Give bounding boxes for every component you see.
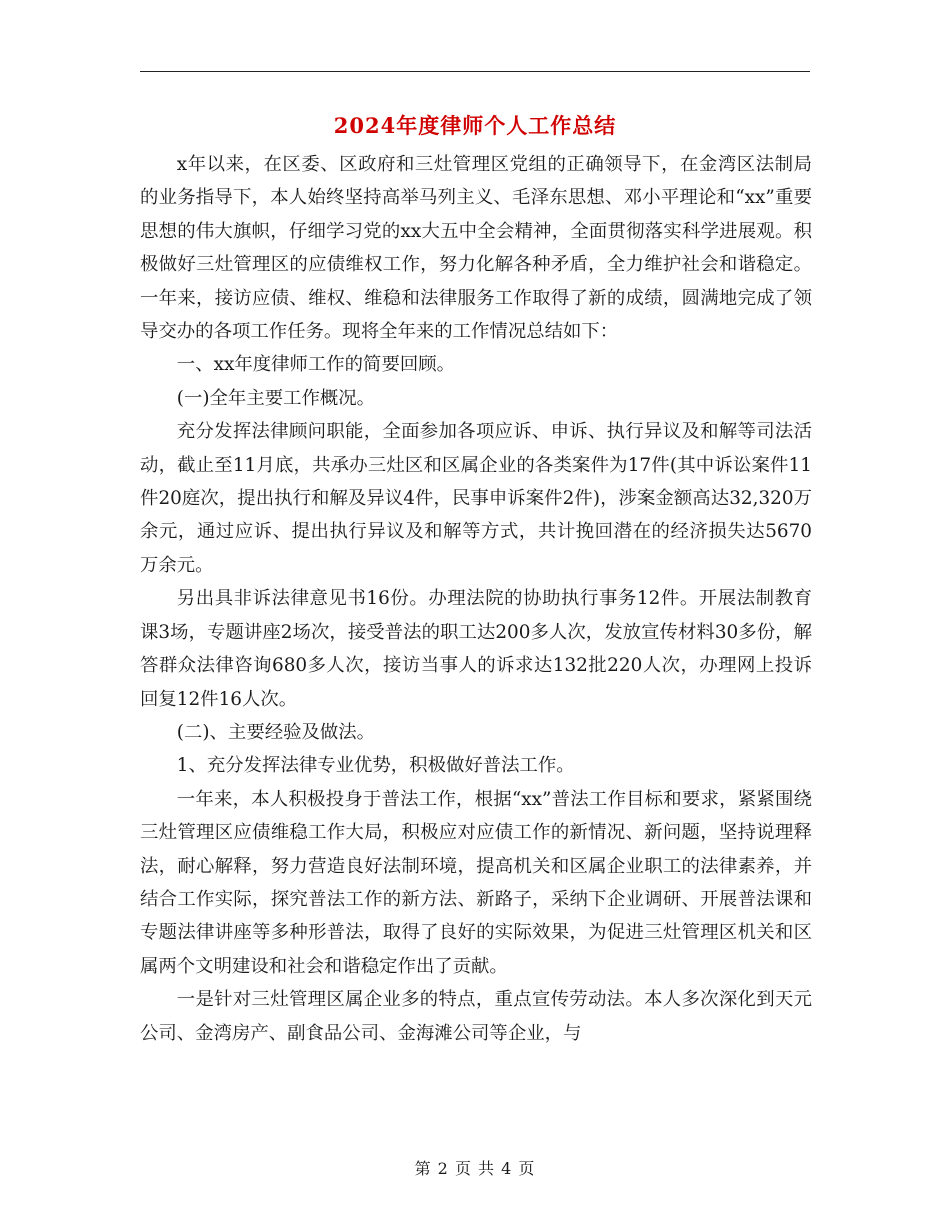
paragraph-4: 充分发挥法律顾问职能，全面参加各项应诉、申诉、执行异议及和解等司法活动，截止至11月底，共承办三灶区和区属企业的各类案件为17件(其中诉讼案件11件20庭次，提出执行和解及异议4件，民事申诉案件2件)，涉案金额高达32,320万余元，通过应诉、提出执行异议及和解等方式，共计挽回潜在的经济损失达5670万余元。 bbox=[140, 421, 812, 576]
paragraph-7: 1、充分发挥法律专业优势，积极做好普法工作。 bbox=[176, 755, 575, 777]
paragraph-1: x年以来，在区委、区政府和三灶管理区党组的正确领导下，在金湾区法制局的业务指导下，本人始终坚持高举马列主义、毛泽东思想、邓小平理论和“xx”重要思想的伟大旗帜，仔细学习党的xx大五中全会精神，全面贯彻落实科学进展观。积极做好三灶管理区的应债维权工作，努力化解各种矛盾，全力维护社会和谐稳定。一年来，接访应债、维权、维稳和法律服务工作取得了新的成绩，圆满地完成了领导交办的各项工作任务。现将全年来的工作情况总结如下： bbox=[140, 154, 812, 343]
paragraph-6: (二)、主要经验及做法。 bbox=[176, 721, 376, 743]
paragraph-8: 一年来，本人积极投身于普法工作，根据“xx”普法工作目标和要求，紧紧围绕三灶管理区应债维稳工作大局，积极应对应债工作的新情况、新问题，坚持说理释法，耐心解释，努力营造良好法制环境，提高机关和区属企业职工的法律素养，并结合工作实际，探究普法工作的新方法、新路子，采纳下企业调研、开展普法课和专题法律讲座等多种形普法，取得了良好的实际效果，为促进三灶管理区机关和区属两个文明建设和社会和谐稳定作出了贡献。 bbox=[140, 788, 812, 977]
document-body bbox=[140, 148, 812, 1050]
page-number: 第 2 页 共 4 页 bbox=[414, 1159, 536, 1178]
paragraph-9: 一是针对三灶管理区属企业多的特点，重点宣传劳动法。本人多次深化到天元公司、金湾房产、副食品公司、金海滩公司等企业，与 bbox=[140, 989, 812, 1044]
paragraph-3: (一)全年主要工作概况。 bbox=[176, 387, 376, 409]
paragraph-5: 另出具非诉法律意见书16份。办理法院的协助执行事务12件。开展法制教育课3场，专题讲座2场次，接受普法的职工达200多人次，发放宣传材料30多份，解答群众法律咨询680多人次，接访当事人的诉求达132批220人次，办理网上投诉回复12件16人次。 bbox=[140, 588, 812, 710]
paragraph-2: 一、xx年度律师工作的简要回顾。 bbox=[176, 354, 456, 376]
header-rule bbox=[140, 71, 810, 72]
document-title: 2024年度律师个人工作总结 bbox=[333, 113, 617, 138]
